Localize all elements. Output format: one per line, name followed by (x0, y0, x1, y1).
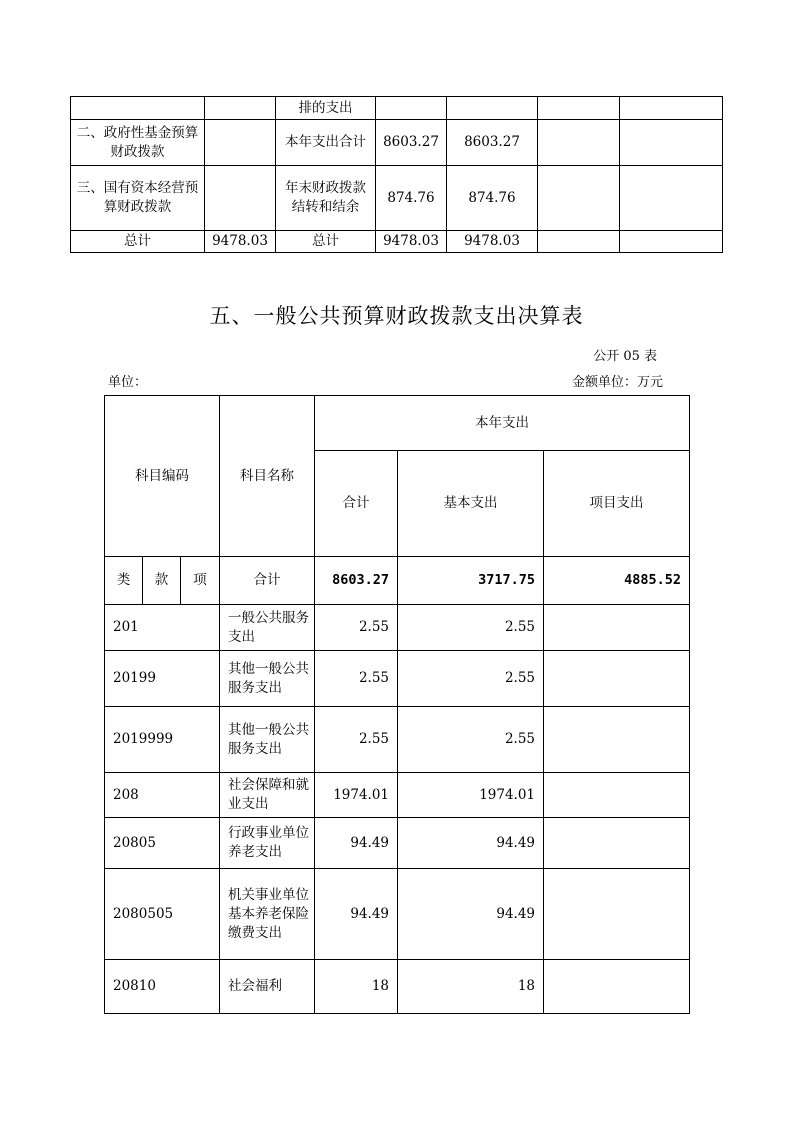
form-code: 公开 05 表 (593, 349, 657, 364)
cell: 8603.27 (447, 120, 538, 166)
header-lei: 类 (105, 557, 143, 605)
total-value: 94.49 (315, 818, 398, 869)
basic-value: 2.55 (398, 707, 544, 773)
header-basic: 基本支出 (398, 451, 544, 557)
total-value: 8603.27 (315, 557, 398, 605)
basic-value: 2.55 (398, 605, 544, 651)
table-row (105, 818, 690, 869)
project-value (544, 869, 690, 960)
basic-value: 94.49 (398, 818, 544, 869)
cell: 8603.27 (376, 120, 447, 166)
total-value: 2.55 (315, 605, 398, 651)
table-row (105, 869, 690, 960)
table-row (105, 707, 690, 773)
project-value (544, 773, 690, 818)
total-label: 合计 (220, 557, 315, 605)
subject-name: 社会保障和就业支出 (220, 773, 315, 818)
basic-value: 2.55 (398, 651, 544, 707)
subject-code: 208 (105, 773, 220, 818)
project-value (544, 818, 690, 869)
subject-code: 2019999 (105, 707, 220, 773)
cell (620, 166, 723, 231)
total-value: 2.55 (315, 707, 398, 773)
project-value (544, 651, 690, 707)
cell (205, 166, 276, 231)
header-row (105, 396, 690, 451)
project-value (544, 707, 690, 773)
total-value: 1974.01 (315, 773, 398, 818)
cell: 874.76 (376, 166, 447, 231)
cell: 9478.03 (447, 231, 538, 253)
header-xiang: 项 (181, 557, 220, 605)
previous-table-continuation (70, 96, 723, 253)
cell: 874.76 (447, 166, 538, 231)
unit-label: 单位： (108, 375, 148, 390)
cell: 总计 (71, 231, 205, 253)
cell: 9478.03 (205, 231, 276, 253)
cell (71, 97, 205, 120)
header-total: 合计 (315, 451, 398, 557)
cell (620, 120, 723, 166)
table-row (71, 166, 723, 231)
cell: 年末财政拨款结转和结余 (276, 166, 376, 231)
project-value (544, 605, 690, 651)
total-value: 94.49 (315, 869, 398, 960)
cell (447, 97, 538, 120)
cell (538, 120, 620, 166)
subject-name: 一般公共服务支出 (220, 605, 315, 651)
project-value: 4885.52 (544, 557, 690, 605)
cell (376, 97, 447, 120)
expenditure-table (104, 395, 690, 1014)
basic-value: 18 (398, 960, 544, 1014)
total-row (105, 557, 690, 605)
header-project: 项目支出 (544, 451, 690, 557)
table-row (71, 120, 723, 166)
table-row (71, 231, 723, 253)
cell: 三、国有资本经营预算财政拨款 (71, 166, 205, 231)
subject-name: 其他一般公共服务支出 (220, 651, 315, 707)
total-value: 2.55 (315, 651, 398, 707)
cell: 总计 (276, 231, 376, 253)
total-value: 18 (315, 960, 398, 1014)
cell (205, 120, 276, 166)
table-row (105, 651, 690, 707)
table-row (105, 605, 690, 651)
project-value (544, 960, 690, 1014)
cell (538, 166, 620, 231)
cell (538, 231, 620, 253)
subject-code: 20805 (105, 818, 220, 869)
subject-name: 行政事业单位养老支出 (220, 818, 315, 869)
cell: 二、政府性基金预算财政拨款 (71, 120, 205, 166)
table-row (105, 773, 690, 818)
table-row (71, 97, 723, 120)
table-row (105, 960, 690, 1014)
subject-code: 201 (105, 605, 220, 651)
header-subject-code: 科目编码 (105, 396, 220, 557)
cell: 本年支出合计 (276, 120, 376, 166)
cell (620, 231, 723, 253)
subject-name: 其他一般公共服务支出 (220, 707, 315, 773)
basic-value: 3717.75 (398, 557, 544, 605)
basic-value: 94.49 (398, 869, 544, 960)
page-title: 五、一般公共预算财政拨款支出决算表 (209, 304, 584, 328)
subject-code: 2080505 (105, 869, 220, 960)
subject-name: 社会福利 (220, 960, 315, 1014)
subject-name: 机关事业单位基本养老保险缴费支出 (220, 869, 315, 960)
cell: 9478.03 (376, 231, 447, 253)
cell (538, 97, 620, 120)
basic-value: 1974.01 (398, 773, 544, 818)
cell (620, 97, 723, 120)
subject-code: 20199 (105, 651, 220, 707)
header-subject-name: 科目名称 (220, 396, 315, 557)
header-kuan: 款 (143, 557, 181, 605)
amount-unit-label: 金额单位：万元 (571, 375, 663, 390)
header-current-year: 本年支出 (315, 396, 690, 451)
cell (205, 97, 276, 120)
subject-code: 20810 (105, 960, 220, 1014)
cell: 排的支出 (276, 97, 376, 120)
